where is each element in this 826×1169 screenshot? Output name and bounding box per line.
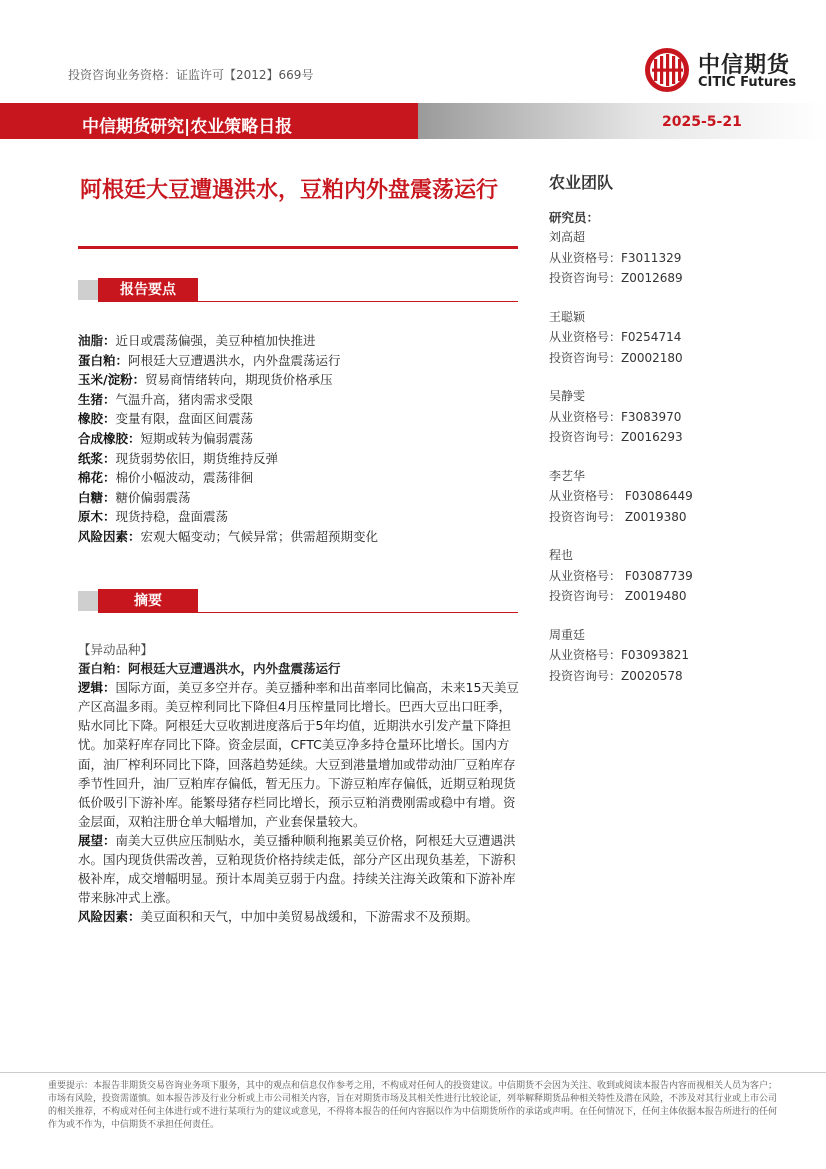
member-name: 刘高超 — [549, 230, 586, 244]
key-point-label: 蛋白粕： — [78, 352, 129, 368]
team-sidebar — [549, 170, 729, 704]
team-member — [549, 307, 729, 369]
key-point-item — [78, 468, 518, 488]
key-point-text: 短期或转为偏弱震荡 — [140, 430, 254, 446]
member-cert: 从业资格号： F03087739 — [549, 568, 693, 583]
banner-title: 中信期货研究|农业策略日报 — [82, 117, 293, 137]
key-point-text: 阿根廷大豆遭遇洪水，内外盘震荡运行 — [128, 352, 341, 368]
banner-grey-band — [418, 103, 826, 139]
member-inv: 投资咨询号： Z0019480 — [549, 589, 687, 603]
key-point-label: 油脂： — [78, 333, 116, 348]
summary-label: 摘要 — [98, 589, 198, 613]
key-point-text: 现货弱势依旧，期货维持反弹 — [115, 450, 279, 466]
outlook-paragraph — [78, 831, 520, 907]
key-point-item — [78, 449, 518, 469]
member-inv: 投资咨询号：Z0012689 — [549, 271, 683, 285]
report-date: 2025-5-21 — [662, 114, 742, 130]
title-divider — [78, 246, 518, 249]
key-point-text: 现货持稳，盘面震荡 — [115, 509, 229, 525]
summary-body — [78, 640, 520, 926]
team-member — [549, 625, 729, 687]
section-marker — [78, 591, 98, 611]
key-point-item — [78, 370, 518, 390]
key-point-text: 贸易商情绪转向，期现货价格承压 — [145, 372, 333, 388]
summary-tag: 【异动品种】 — [78, 642, 154, 657]
member-name: 李艺华 — [549, 468, 586, 483]
key-point-label: 白糖： — [78, 489, 116, 505]
key-point-label: 玉米/淀粉： — [78, 372, 146, 388]
key-point-item — [78, 351, 518, 371]
team-member — [549, 466, 729, 528]
key-points-list — [78, 331, 518, 547]
member-cert: 从业资格号：F0254714 — [549, 330, 682, 344]
disclaimer: 重要提示：本报告非期货交易咨询业务项下服务，其中的观点和信息仅作参考之用，不构成对任何人的投资建议。中信期货不会因为关注、收到或阅读本报告内容而视相关人员为客户；市场有风险，投资需谨慎。如本报告涉及行业分析或上市公司相关内容，旨在对期货市场及其相关性进行比较论证，列举解释期货品种相关特性及潜在风险，不涉及对其行业或上市公司的相关推荐，不构成对任何主体进行或不进行某项行为的建议或意见，不得将本报告的任何内容据以作为中信期货所作的承诺或声明。在任何情况下，任何主体依据本报告所进行的任何作为或不作为，中信期货不承担任何责任。 — [48, 1081, 778, 1130]
section-marker — [78, 280, 98, 300]
key-point-item — [78, 429, 518, 449]
team-member — [549, 227, 729, 289]
risk-text: 美豆面积和天气，中加中美贸易战缓和，下游需求不及预期。 — [140, 909, 479, 925]
key-points-header — [78, 278, 518, 302]
key-point-text: 变量有限，盘面区间震荡 — [115, 411, 254, 427]
key-point-item — [78, 507, 518, 527]
section-underline — [198, 612, 518, 613]
risk-paragraph — [78, 907, 520, 926]
license-text: 投资咨询业务资格：证监许可【2012】669号 — [68, 68, 314, 82]
member-inv: 投资咨询号：Z0002180 — [549, 350, 683, 365]
researcher-label: 研究员： — [549, 210, 600, 225]
summary-headline: 蛋白粕：阿根廷大豆遭遇洪水，内外盘震荡运行 — [78, 661, 341, 677]
member-inv: 投资咨询号：Z0016293 — [549, 430, 683, 444]
member-inv: 投资咨询号： Z0019380 — [549, 509, 687, 524]
key-point-label: 棉花： — [78, 470, 116, 486]
member-cert: 从业资格号：F03093821 — [549, 648, 689, 662]
key-point-label: 合成橡胶： — [78, 430, 141, 446]
section-underline — [198, 301, 518, 302]
key-point-label: 原木： — [78, 509, 116, 525]
logic-text: 国际方面，美豆多空并存。美豆播种率和出苗率同比偏高，未来15天美豆产区高温多雨。美豆榨利同比下降但4月压榨量同比增长。巴西大豆出口旺季，贴水同比下降。阿根廷大豆收割进度落后于5年均值，近期洪水引发产量下降担忧。加菜籽库存同比下降。资金层面，CFTC美豆净多持仓量环比增长。国内方面，油厂榨利环同比下降，回落趋势延续。大豆到港量增加或带动油厂豆粕库存季节性回升，油厂豆粕库存偏低，暂无压力。下游豆粕库存偏低，近期豆粕现货低价吸引下游补库。能繁母猪存栏同比增长，预示豆粕消费刚需或稳中有增。资金层面，双粕注册仓单大幅增加，产业套保量较大。 — [78, 680, 519, 829]
member-cert: 从业资格号：F3083970 — [549, 409, 682, 424]
logo-english-name: CITIC Futures — [698, 75, 797, 90]
key-point-label: 生猪： — [78, 391, 116, 407]
member-inv: 投资咨询号：Z0020578 — [549, 668, 683, 683]
outlook-text: 南美大豆供应压制贴水，美豆播种顺利拖累美豆价格，阿根廷大豆遭遇洪水。国内现货供需改善，豆粕现货价格持续走低，部分产区出现负基差，下游积极补库，成交增幅明显。预计本周美豆弱于内盘。持续关注海关政策和下游补库带来脉冲式上涨。 — [78, 832, 516, 906]
key-point-item — [78, 331, 518, 351]
key-point-label: 纸浆： — [78, 450, 116, 466]
key-point-label: 风险因素： — [78, 528, 141, 544]
summary-header — [78, 589, 518, 613]
key-point-text: 宏观大幅变动；气候异常；供需超预期变化 — [140, 528, 379, 544]
report-title: 阿根廷大豆遭遇洪水，豆粕内外盘震荡运行 — [80, 178, 499, 203]
member-cert: 从业资格号：F3011329 — [549, 250, 682, 265]
key-point-text: 糖价偏弱震荡 — [115, 489, 191, 505]
key-point-text: 气温升高，猪肉需求受限 — [115, 391, 254, 407]
member-name: 王聪颖 — [549, 309, 586, 324]
risk-label: 风险因素： — [78, 909, 141, 925]
key-point-item — [78, 488, 518, 508]
member-name: 周重廷 — [549, 627, 586, 642]
team-member — [549, 386, 729, 448]
outlook-label: 展望： — [78, 832, 116, 848]
logo-chinese-name: 中信期货 — [698, 53, 791, 78]
key-points-label: 报告要点 — [98, 278, 198, 302]
team-title: 农业团队 — [549, 173, 614, 192]
footer-divider — [0, 1072, 826, 1073]
member-name: 吴静雯 — [549, 389, 586, 403]
key-point-item — [78, 409, 518, 429]
citic-logo-icon — [643, 46, 691, 94]
logic-label: 逻辑： — [78, 680, 116, 696]
key-point-item — [78, 527, 518, 547]
report-banner — [0, 103, 826, 139]
member-cert: 从业资格号： F03086449 — [549, 489, 693, 503]
key-point-item — [78, 390, 518, 410]
key-point-text: 近日或震荡偏强，美豆种植加快推进 — [115, 333, 316, 348]
key-point-text: 棉价小幅波动，震荡徘徊 — [115, 470, 254, 486]
key-point-label: 橡胶： — [78, 411, 116, 427]
member-name: 程也 — [549, 548, 574, 562]
team-member — [549, 545, 729, 607]
citic-logo — [643, 44, 808, 96]
logic-paragraph — [78, 678, 520, 831]
